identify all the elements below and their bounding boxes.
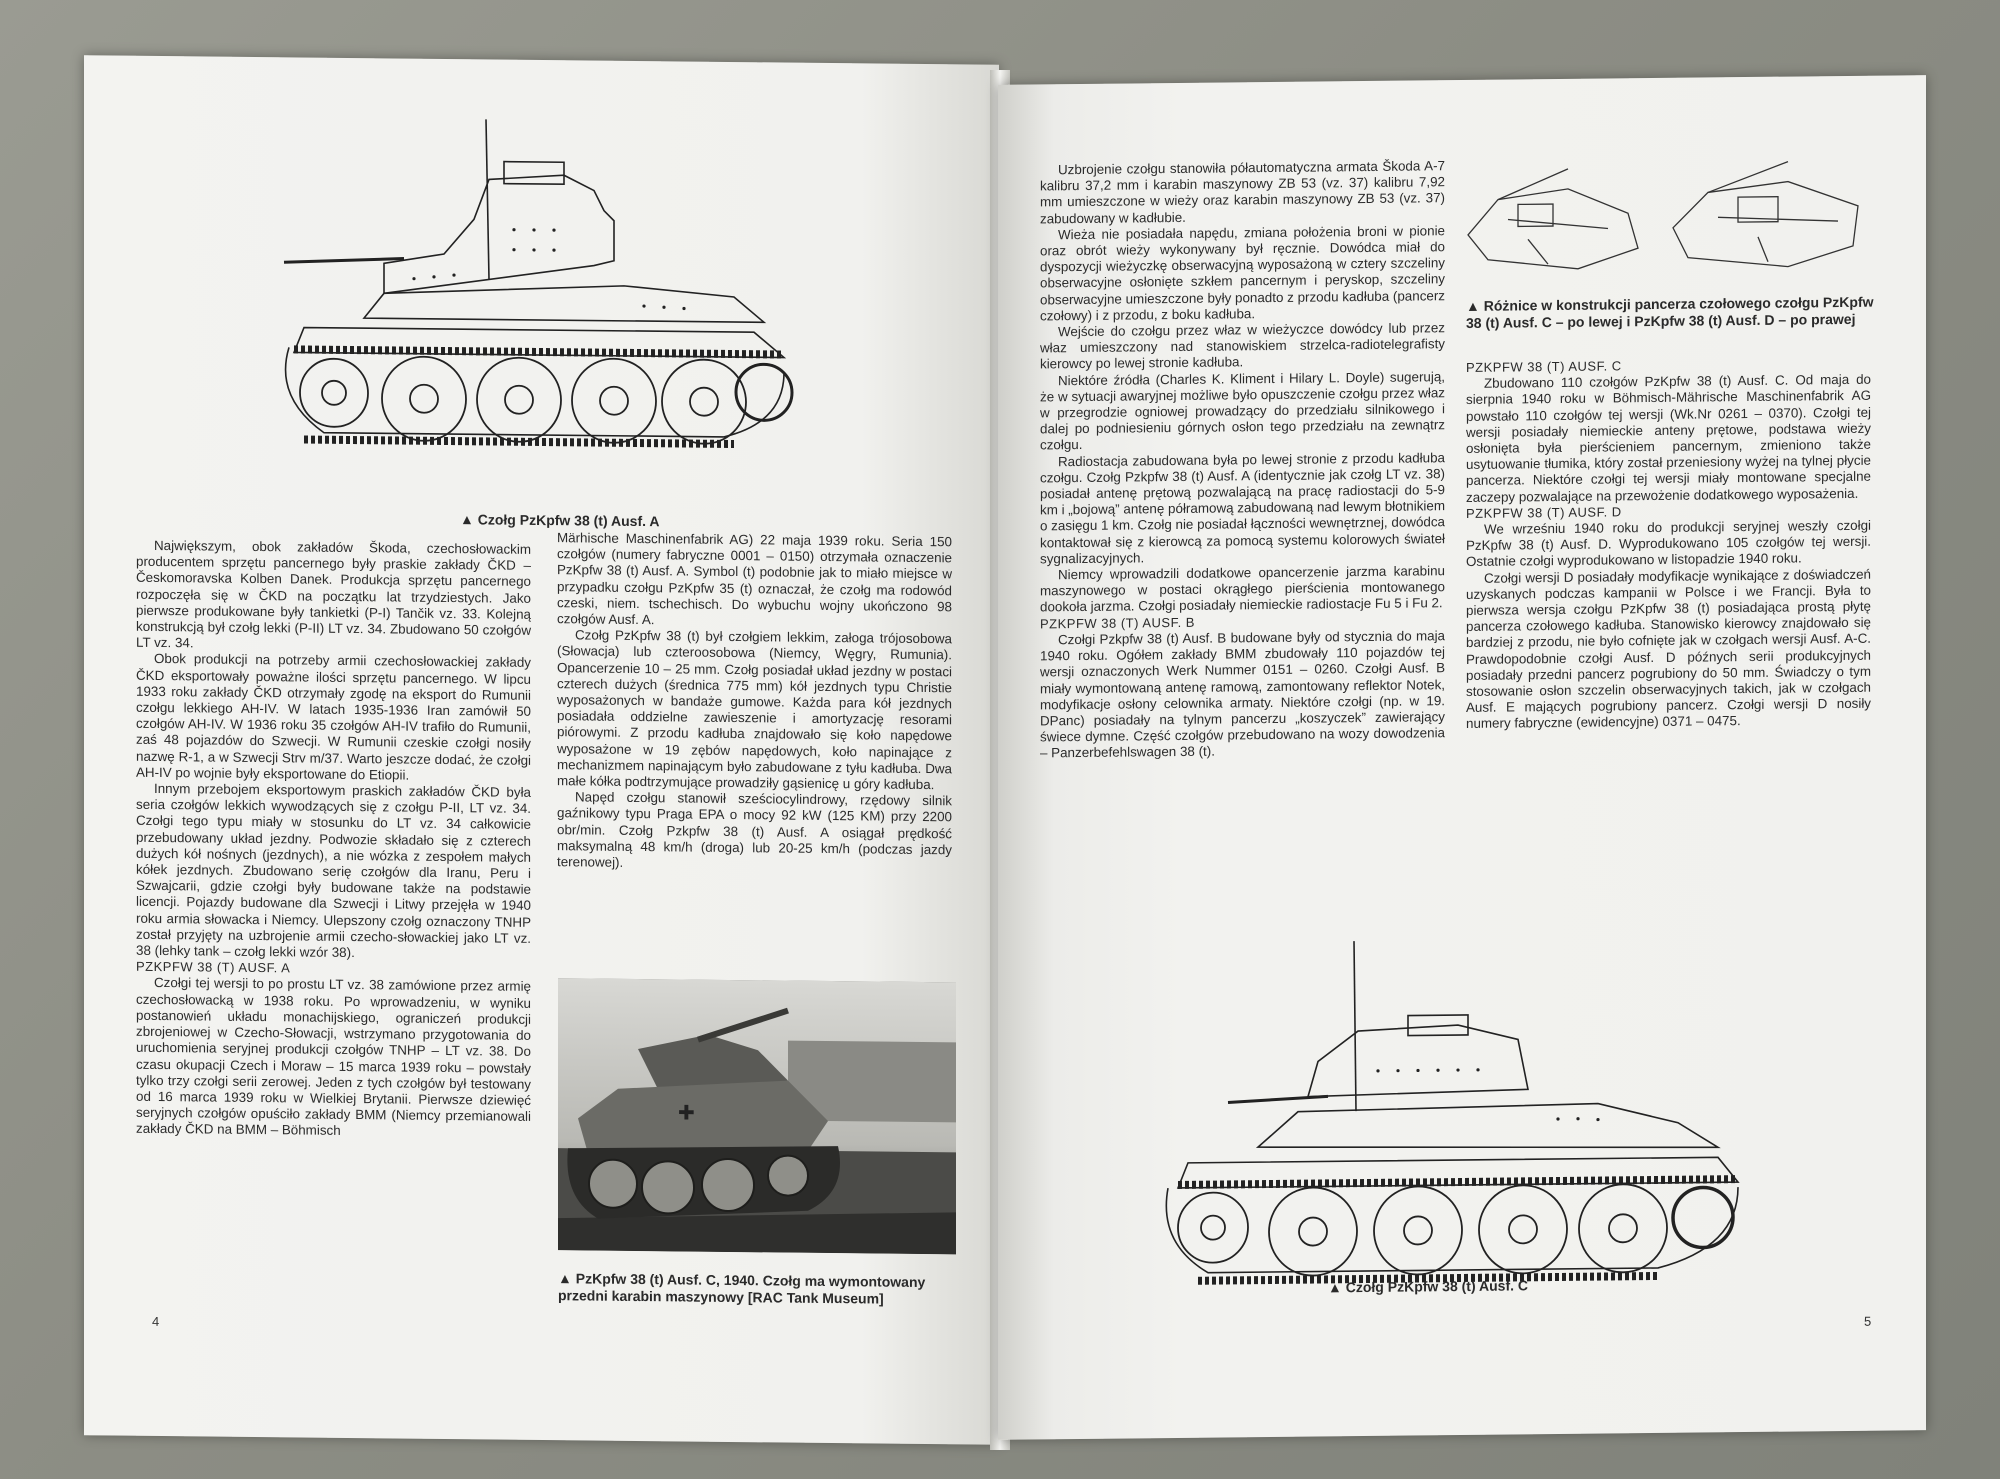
- photo-caption: ▲ PzKpfw 38 (t) Ausf. C, 1940. Czołg ma wymontowany przedni karabin maszynowy [RAC Tank Museum]: [558, 1270, 926, 1307]
- page-number-right: 5: [1864, 1313, 1872, 1329]
- paragraph: Czołgi wersji D posiadały modyfikacje wynikające z doświadczeń uzyskanych podczas kampanii w Polsce i we Francji. Była to pierwsza wersja czołgu PzKpfw 38 (t) posiadająca prostą płytę pancerza czołowego kadłuba. Stanowisko kierowcy znajdowało się bardziej z przodu, nie było cofnięte jak w czołgach wersji Ausf. A-C. Prawdopodobnie czołgi Ausf. D późnych serii produkcyjnych posiadały przedni pancerz pogrubiony do 50 mm. Świadczy o tym stosowanie osłon szczelin obserwacyjnych takich, jak w czołgach Ausf. E mających pogrubiony pancerz. Czołgi wersji D nosiły numery fabryczne (ewidencyjne) 0371 – 0475.: [1466, 566, 1871, 732]
- paragraph: Wieża nie posiadała napędu, zmiana położenia broni w pionie oraz obrót wieży wykonywany był ręcznie. Dowódca miał do dyspozycji wieżyczkę obserwacyjną wyposażoną w cztery szczeliny obserwacyjne osłonięte szkłem pancernym i peryskop, szczeliny obserwacyjne umieszczone były ponadto z przodu kadłuba (pancerz czołowy) i z przodu, z boku kadłuba.: [1040, 222, 1445, 324]
- paragraph: Niektóre źródła (Charles K. Kliment i Hilary L. Doyle) sugerują, że w sytuacji awaryjnej możliwe było opuszczenie czołgu przez właz w przegrodzie ogniowej prowadzący do przedziału silnikowego i dalej po podniesieniu górnych osłon tego przedziału na zewnątrz czołgu.: [1040, 368, 1445, 453]
- right-column-1: [1040, 158, 1445, 762]
- svg-text:✚: ✚: [678, 1102, 695, 1125]
- tank-caption-ausf-c: ▲ Czołg PzKpfw 38 (t) Ausf. C: [1328, 1277, 1528, 1296]
- section-heading-ausf-d: PZKPFW 38 (T) AUSF. D: [1466, 504, 1622, 521]
- paragraph: Zbudowano 110 czołgów PzKpfw 38 (t) Ausf. C. Od maja do sierpnia 1940 roku w Böhmisch-Mährische Maschinenfabrik AG powstało 110 czołgów tej wersji (Wk.Nr 0261 – 0370). Czołgi tej wersji posiadały niemieckie anteny prętowe, podstawa wieży osłonięta była pierścieniem pancernym, zmieniono także usytuowanie tłumika, który został przeniesiony wyżej na tylnej płycie pancerza. Niektóre czołgi tej wersji miały montowane specjalne zaczepy pozwalające na przewożenie dodatkowego wyposażenia.: [1466, 371, 1871, 505]
- tank-caption-ausf-a: ▲ Czołg PzKpfw 38 (t) Ausf. A: [460, 511, 660, 530]
- section-heading-ausf-c: PZKPFW 38 (T) AUSF. C: [1466, 358, 1622, 375]
- paragraph: Radiostacja zabudowana była po lewej stronie z przodu kadłuba czołgu. Czołg Pzkpfw 38 (t) Ausf. A (identycznie jak czołg LT vz. 38) posiadał antenę prętową pozwalającą na pracę radiostacji do 5-9 km i „bojową” antenę półramową zabudowaną nad lewym błotnikiem o zasięgu 1 km. Czołg nie posiadał łączności wewnętrznej, dowódca kontaktował się z kierowcą za pomocą systemu kolorowych świateł sygnalizacyjnych.: [1040, 449, 1445, 567]
- left-column-2: [557, 530, 952, 874]
- paragraph: Märhische Maschinenfabrik AG) 22 maja 1939 roku. Seria 150 czołgów (numery fabryczne 0001 – 0150) otrzymała oznaczenie PzKpfw 38 (t) Ausf. A. Symbol (t) podobnie jak to miało miejsce w przypadku czołgu PzKpfw 35 (t) oznaczał, że czołg ma rodowód czeski, niem. tschechisch. Do wybuchu wojny ukończono 98 czołgów Ausf. A.: [557, 530, 952, 628]
- section-heading-ausf-a: PZKPFW 38 (T) AUSF. A: [136, 959, 291, 976]
- right-column-2: [1466, 356, 1871, 733]
- tank-drawing-ausf-a: [264, 77, 824, 488]
- paragraph: Innym przebojem eksportowym praskich zakładów ČKD była seria czołgów lekkich wywodzących się z czołgu P-II, LT vz. 34. Czołgi tego typu miały w stosunku do LT vz. 34 całkowicie przebudowany układ jezdny. Podwozie składało się z czterech dużych kół nośnych (jezdnych), a nie wózka z zespołem małych kółek jezdnych. Zbudowano serię czołgów dla Iranu, Peru i Szwajcarii, gdzie czołgi były budowane także na podstawie licencji. Pojazdy budowane dla Szwecji i Litwy przejęła w 1940 roku armia słowacka i Niemcy. Ulepszony czołg oznaczony TNHP został przyjęty na uzbrojenie armii czecho-słowackiej jako LT vz. 38 (lehky tank – czołg lekki wzór 38).: [136, 780, 531, 961]
- paragraph: Niemcy wprowadzili dodatkowe opancerzenie jarzma karabinu maszynowego w postaci okrągłego pierścienia montowanego dookoła jarzma. Czołgi posiadały niemieckie radiostacje Fu 5 i Fu 2.: [1040, 563, 1445, 615]
- paragraph: Czołg PzKpfw 38 (t) był czołgiem lekkim, załoga trójosobowa (Słowacja) lub czteroosobowa (Niemcy, Węgry, Rumunia). Opancerzenie 10 – 25 mm. Czołg posiadał układ jezdny w postaci czterech dużych (średnica 775 mm) kół jezdnych typu Christie wyposażonych w bandaże gumowe. Każda para kół jezdnych posiadała oddzielne zawieszenie i amortyzację resorami piórowymi. Z przodu kadłuba znajdowało się koło napędowe wyposażone w 19 zębów napędowych, koło napinające z mechanizmem napinającym było zabudowane z tyłu kadłuba. Dwa małe kółka podtrzymujące prowadziły gąsienicę u góry kadłuba.: [557, 627, 952, 793]
- page-number-left: 4: [152, 1313, 160, 1329]
- paragraph: Obok produkcji na potrzeby armii czechosłowackiej zakłady ČKD eksportowały poważne ilości sprzętu pancernego. W lipcu 1933 roku zakłady ČKD otrzymały zgodę na eksport do Rumunii czołgu lekkiego AH-IV. W latach 1935-1936 Iran zamówił 50 czołgów AH-IV. W 1936 roku 35 czołgów AH-IV trafiło do Rumunii, zaś 48 pojazdów do Szwecji. W Rumunii czeskie czołgi nosiły nazwę R-1, a w Szwecji Strv m/37. Warto jeszcze dodać, że czołgi AH-IV po wojnie były eksportowane do Etiopii.: [136, 651, 531, 783]
- armor-detail-drawings: [1458, 156, 1868, 285]
- tank-photo: [558, 978, 956, 1254]
- left-column-1: [136, 538, 531, 1142]
- paragraph: We wrześniu 1940 roku do produkcji seryjnej weszły czołgi PzKpfw 38 (t) Ausf. D. Wyprodukowano 105 czołgów tej wersji. Ostatnie czołgi wyprodukowano w listopadzie 1940 roku.: [1466, 517, 1871, 570]
- section-heading-ausf-b: PZKPFW 38 (T) AUSF. B: [1040, 614, 1195, 632]
- paragraph: Czołgi Pzkpfw 38 (t) Ausf. B budowane były od stycznia do maja 1940 roku. Ogółem zakłady BMM zbudowały 110 pojazdów tej wersji oznaczonych Werk Nummer 0151 – 0260. Czołgi Ausf. B miały wymontowaną antenę ramową, zamontowany reflektor Notek, modyfikacje osłony celownika armaty. Niektóre czołgi (np. w 19. DPanc) posiadały na tylnym pancerzu „koszyczek” zawierający świece dymne. Część czołgów przebudowano na wozy dowodzenia – Panzerbefehlswagen 38 (t).: [1040, 628, 1445, 761]
- left-page: [84, 55, 999, 1445]
- detail-caption: ▲ Różnice w konstrukcji pancerza czołowego czołgu PzKpfw 38 (t) Ausf. C – po lewej i PzKpfw 38 (t) Ausf. D – po prawej: [1466, 293, 1874, 331]
- paragraph: Wejście do czołgu przez właz w wieżyczce dowódcy lub przez właz umieszczony nad stanowiskiem strzelca-radiotelegrafisty kierowcy po lewej stronie kadłuba.: [1040, 320, 1445, 372]
- paragraph: Uzbrojenie czołgu stanowiła półautomatyczna armata Škoda A-7 kalibru 37,2 mm i karabin maszynowy ZB 53 (vz. 37) kalibru 7,92 mm umieszczone w wieży oraz karabin maszynowy ZB 53 (vz. 37) zabudowany w kadłubie.: [1040, 158, 1445, 227]
- paragraph: Największym, obok zakładów Škoda, czechosłowackim producentem sprzętu pancernego były praskie zakłady ČKD – Českomoravska Kolben Danek. Produkcja sprzętu pancernego rozpoczęła się w ČKD na początku lat trzydziestych. Jako pierwsze produkowane były tankietki (P-I) Tančik vz. 33. Kolejną konstrukcją był czołg lekki (P-II) LT vz. 34. Zbudowano 50 czołgów LT vz. 34.: [136, 537, 531, 651]
- paragraph: Napęd czołgu stanowił sześciocylindrowy, rzędowy silnik gaźnikowy typu Praga EPA o mocy 92 kW (125 KM) przy 2200 obr/min. Czołg Pzkpfw 38 (t) Ausf. A osiągał prędkość maksymalną 48 km/h (droga) lub 20-25 km/h (podczas jazdy terenowej).: [557, 789, 952, 870]
- right-page: [998, 75, 1926, 1440]
- paragraph: Czołgi tej wersji to po prostu LT vz. 38 zamówione przez armię czechosłowacką w 1938 roku. Po wprowadzeniu, w wyniku postanowień układu monachijskiego, ograniczeń produkcji zbrojeniowej w Czecho-Słowacji, wstrzymano przygotowania do uruchomienia seryjnej produkcji czołgów TNHP – LT vz. 38. Do czasu okupacji Czech i Moraw – 15 marca 1939 roku – powstały tylko trzy czołgi serii zerowej. Jeden z tych czołgów był testowany od 16 marca 1939 roku w Wielkiej Brytanii. Pierwsze dziewięć seryjnych czołgów opuściło zakłady BMM (Niemcy przemianowali zakłady ČKD na BMM – Böhmisch: [136, 975, 531, 1139]
- tank-drawing-ausf-c: [1158, 917, 1758, 1333]
